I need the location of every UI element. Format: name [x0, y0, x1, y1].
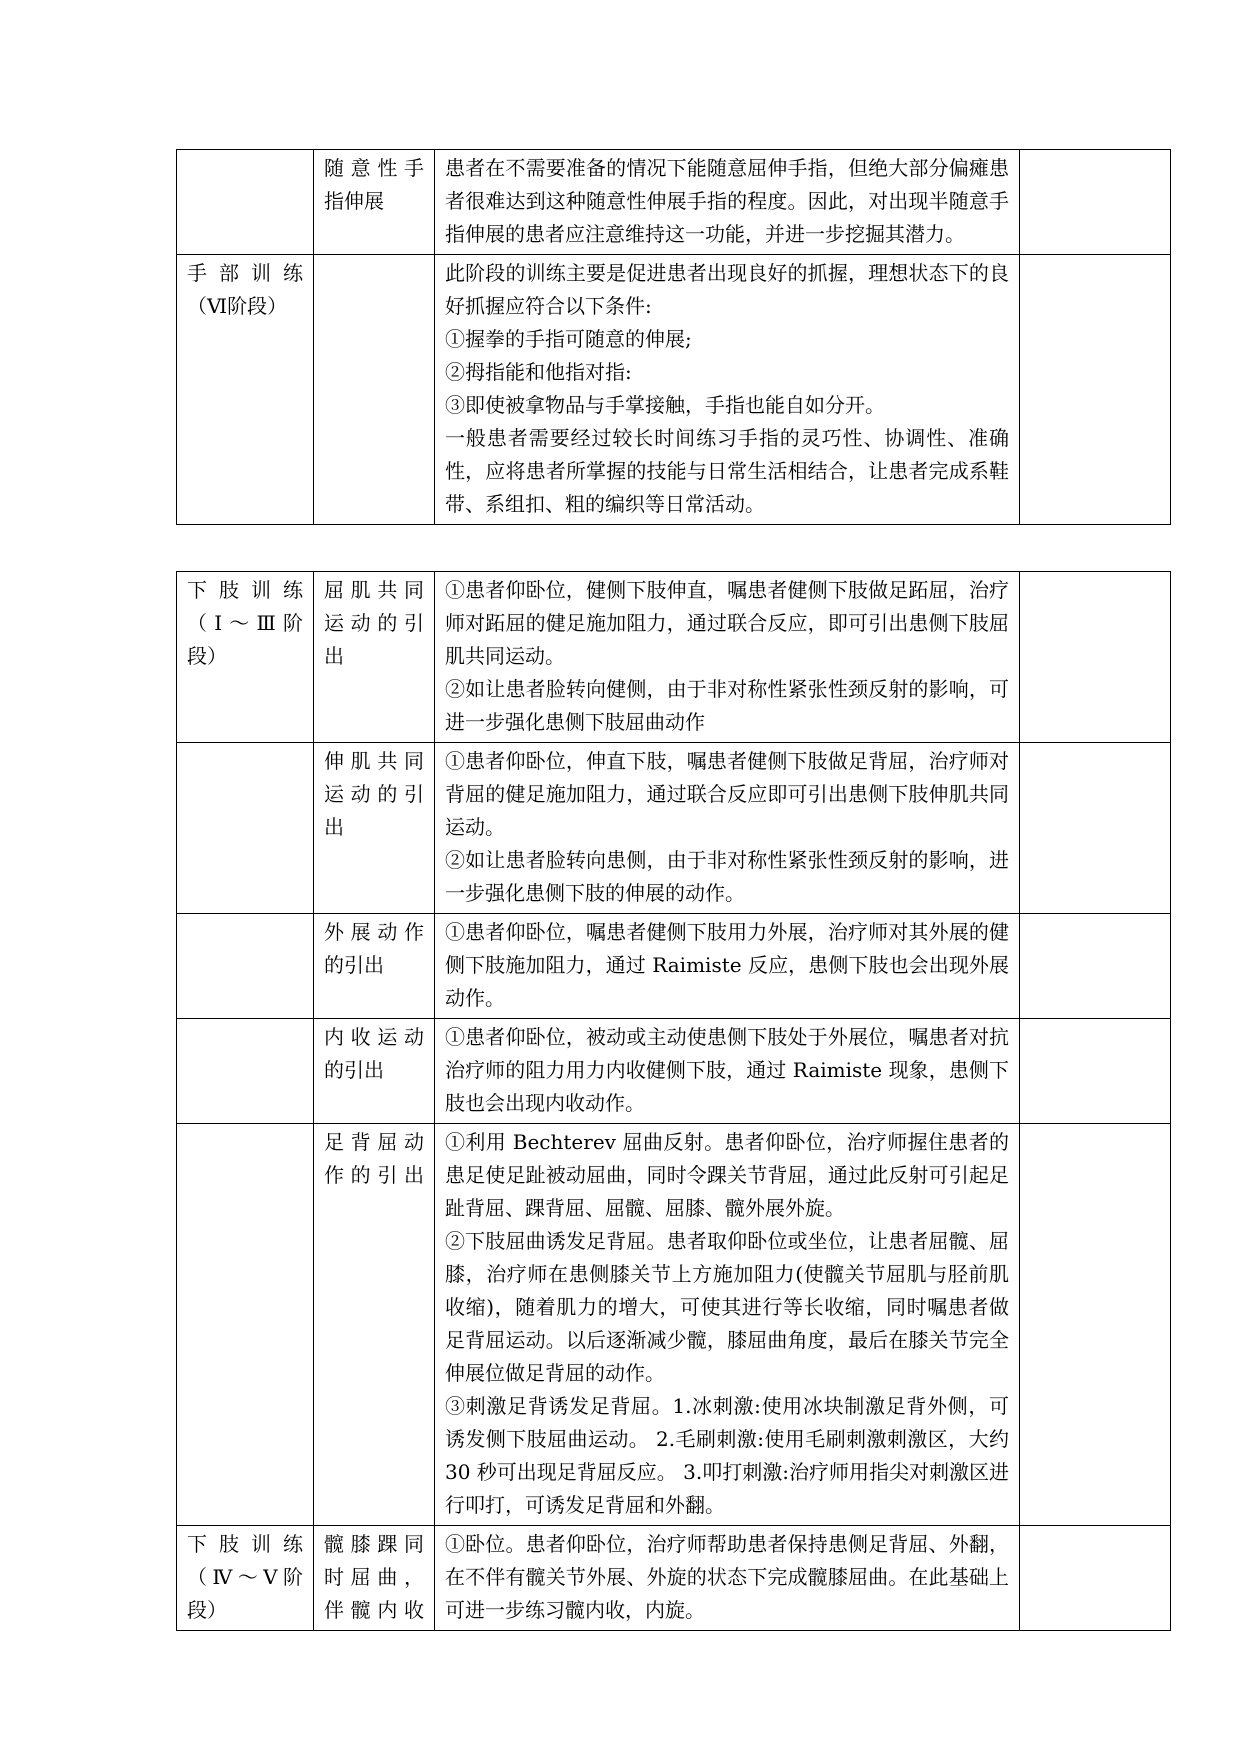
- sub-item-text: 运动的引: [324, 782, 424, 806]
- category-text: 手部训练: [187, 261, 303, 285]
- description-cell: [435, 572, 1020, 743]
- sub-item-cell: [314, 572, 435, 743]
- sub-item-text: 外展动作: [324, 920, 424, 944]
- table-row: [177, 743, 1171, 914]
- category-cell: [177, 150, 314, 255]
- table-row: [177, 572, 1171, 743]
- training-table-lower-limb: [176, 571, 1171, 1631]
- sub-item-cell: [314, 150, 435, 255]
- training-table-hand: [176, 149, 1171, 525]
- description-paragraph: ②拇指能和他指对指:: [445, 360, 632, 384]
- sub-item-text: 内收运动: [324, 1025, 424, 1049]
- category-cell: [177, 914, 314, 1019]
- category-cell: [177, 255, 314, 525]
- sub-item-text: 出: [324, 644, 344, 668]
- notes-cell: [1020, 914, 1171, 1019]
- table-body: [177, 150, 1171, 525]
- description-paragraph: ①利用 Bechterev 屈曲反射。患者仰卧位，治疗师握住患者的患足使足趾被动屈曲，同时令踝关节背屈，通过此反射可引起足趾背屈、踝背屈、屈髋、屈膝、髋外展外旋。: [445, 1130, 1009, 1220]
- description-cell: [435, 1019, 1020, 1124]
- category-text: （Ⅰ～Ⅲ阶: [187, 611, 303, 635]
- sub-item-text: 屈肌共同: [324, 578, 424, 602]
- description-paragraph: ①患者仰卧位，嘱患者健侧下肢用力外展，治疗师对其外展的健侧下肢施加阻力，通过 Raimiste 反应，患侧下肢也会出现外展动作。: [445, 920, 1009, 1010]
- sub-item-cell: [314, 1124, 435, 1526]
- sub-item-text: 指伸展: [324, 189, 384, 213]
- sub-item-cell: [314, 1019, 435, 1124]
- category-text: （Ⅳ～Ⅴ阶: [187, 1565, 303, 1589]
- description-paragraph: ②下肢屈曲诱发足背屈。患者取仰卧位或坐位，让患者屈髋、屈膝，治疗师在患侧膝关节上方施加阻力(使髋关节屈肌与胫前肌收缩)，随着肌力的增大，可使其进行等长收缩，同时嘱患者做足背屈运动。以后逐渐减少髋，膝屈曲角度，最后在膝关节完全伸展位做足背屈的动作。: [445, 1229, 1009, 1385]
- description-paragraph: ③刺激足背诱发足背屈。1.冰刺激:使用冰块制激足背外侧，可诱发侧下肢屈曲运动。 2.毛刷刺激:使用毛刷刺激刺激区，大约 30 秒可出现足背屈反应。 3.叩打刺激:治疗师用指尖对刺激区进行叩打，可诱发足背屈和外翻。: [445, 1394, 1009, 1517]
- description-paragraph: ①握拳的手指可随意的伸展;: [445, 327, 692, 351]
- sub-item-cell: [314, 914, 435, 1019]
- sub-item-text: 出: [324, 815, 344, 839]
- sub-item-text: 时屈曲，: [324, 1565, 424, 1589]
- sub-item-cell: [314, 1526, 435, 1631]
- notes-cell: [1020, 743, 1171, 914]
- sub-item-text: 的引出: [324, 953, 384, 977]
- description-paragraph: ①患者仰卧位，被动或主动使患侧下肢处于外展位，嘱患者对抗治疗师的阻力用力内收健侧下肢，通过 Raimiste 现象，患侧下肢也会出现内收动作。: [445, 1025, 1009, 1115]
- sub-item-text: 作的引出: [324, 1163, 424, 1187]
- sub-item-text: 随意性手: [324, 156, 424, 180]
- category-text: （Ⅵ阶段）: [187, 294, 288, 318]
- category-cell: [177, 1526, 314, 1631]
- category-cell: [177, 1019, 314, 1124]
- description-paragraph: ①卧位。患者仰卧位，治疗师帮助患者保持患侧足背屈、外翻，在不伴有髋关节外展、外旋的状态下完成髋膝屈曲。在此基础上可进一步练习髋内收，内旋。: [445, 1532, 1009, 1622]
- sub-item-text: 的引出: [324, 1058, 384, 1082]
- table-row: [177, 1124, 1171, 1526]
- table-body: [177, 572, 1171, 1631]
- table-row: [177, 914, 1171, 1019]
- notes-cell: [1020, 255, 1171, 525]
- notes-cell: [1020, 1019, 1171, 1124]
- description-paragraph: ②如让患者脸转向健侧，由于非对称性紧张性颈反射的影响，可进一步强化患侧下肢屈曲动作: [445, 677, 1009, 734]
- sub-item-text: 运动的引: [324, 611, 424, 635]
- description-paragraph: ②如让患者脸转向患侧，由于非对称性紧张性颈反射的影响，进一步强化患侧下肢的伸展的动作。: [445, 848, 1009, 905]
- description-paragraph: ①患者仰卧位，伸直下肢，嘱患者健侧下肢做足背屈，治疗师对背屈的健足施加阻力，通过联合反应即可引出患侧下肢伸肌共同运动。: [445, 749, 1009, 839]
- notes-cell: [1020, 150, 1171, 255]
- description-cell: [435, 1124, 1020, 1526]
- description-cell: [435, 914, 1020, 1019]
- category-cell: [177, 572, 314, 743]
- description-paragraph: ③即使被拿物品与手掌接触，手指也能自如分开。: [445, 393, 885, 417]
- description-cell: [435, 255, 1020, 525]
- table-row: [177, 1526, 1171, 1631]
- category-text: 段）: [187, 1598, 227, 1622]
- description-cell: [435, 150, 1020, 255]
- description-cell: [435, 1526, 1020, 1631]
- category-text: 下肢训练: [187, 1532, 303, 1556]
- description-cell: [435, 743, 1020, 914]
- notes-cell: [1020, 1124, 1171, 1526]
- table-row: [177, 150, 1171, 255]
- category-text: 下肢训练: [187, 578, 303, 602]
- description-paragraph: ①患者仰卧位，健侧下肢伸直，嘱患者健侧下肢做足跖屈，治疗师对跖屈的健足施加阻力，通过联合反应，即可引出患侧下肢屈肌共同运动。: [445, 578, 1009, 668]
- description-paragraph: 患者在不需要准备的情况下能随意屈伸手指，但绝大部分偏瘫患者很难达到这种随意性伸展手指的程度。因此，对出现半随意手指伸展的患者应注意维持这一功能，并进一步挖掘其潜力。: [445, 156, 1009, 246]
- notes-cell: [1020, 1526, 1171, 1631]
- table-row: [177, 1019, 1171, 1124]
- category-text: 段）: [187, 644, 227, 668]
- category-cell: [177, 743, 314, 914]
- category-cell: [177, 1124, 314, 1526]
- description-paragraph: 此阶段的训练主要是促进患者出现良好的抓握，理想状态下的良好抓握应符合以下条件:: [445, 261, 1009, 318]
- sub-item-text: 足背屈动: [324, 1130, 424, 1154]
- description-paragraph: 一般患者需要经过较长时间练习手指的灵巧性、协调性、准确性，应将患者所掌握的技能与日常生活相结合，让患者完成系鞋带、系组扣、粗的编织等日常活动。: [445, 426, 1009, 516]
- sub-item-cell: [314, 743, 435, 914]
- sub-item-text: 伴髋内收: [324, 1598, 424, 1622]
- sub-item-text: 伸肌共同: [324, 749, 424, 773]
- table-row: [177, 255, 1171, 525]
- sub-item-text: 髋膝踝同: [324, 1532, 424, 1556]
- notes-cell: [1020, 572, 1171, 743]
- sub-item-cell: [314, 255, 435, 525]
